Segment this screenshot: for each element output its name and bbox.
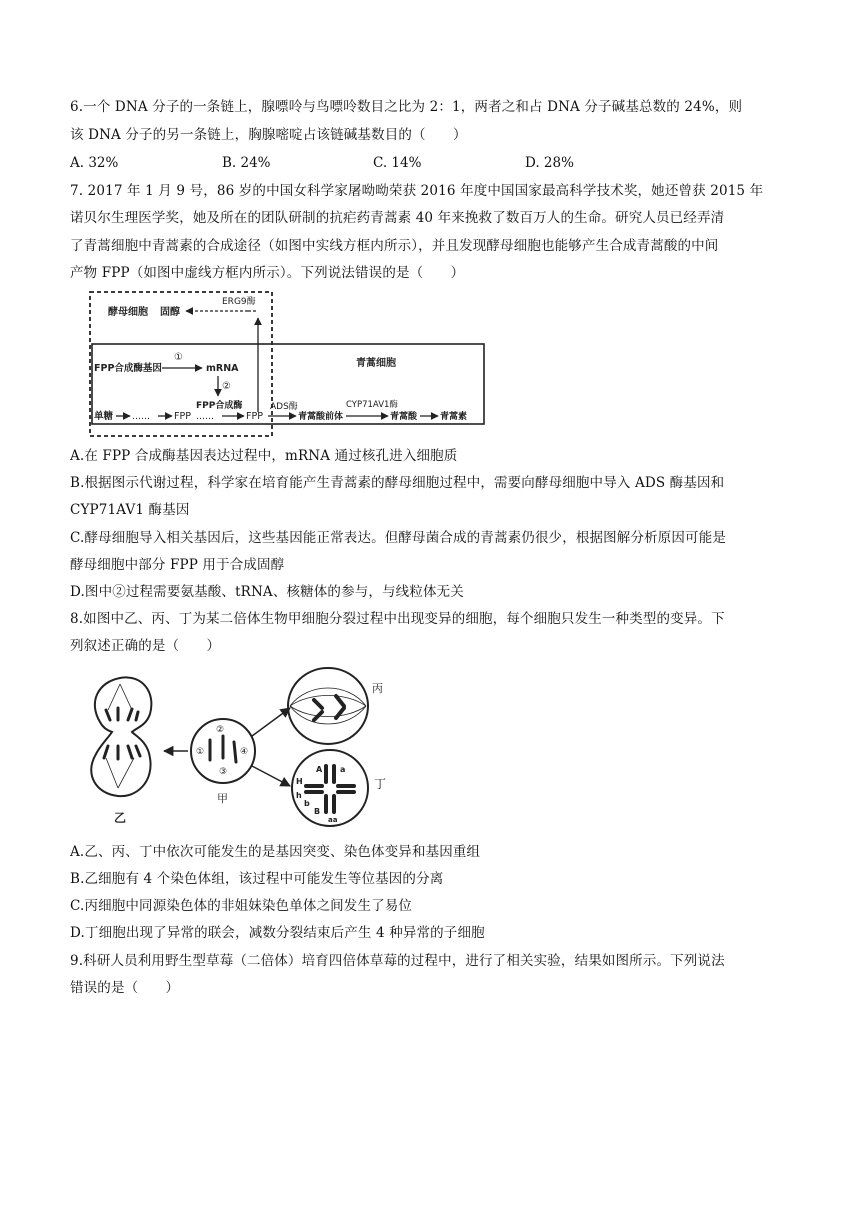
q8-option-a: A.乙、丙、丁中依次可能发生的是基因突变、染色体变异和基因重组 [70, 844, 481, 860]
label-dots-2: …… [196, 412, 214, 422]
label-artemisinin: 青蒿素 [440, 412, 468, 422]
q6-stem-line1: 6.一个 DNA 分子的一条链上，腺嘌呤与鸟嘌呤数目之比为 2：1，两者之和占 DNA 分子碱基总数的 24%，则 [70, 99, 743, 115]
label-fpp-2: FPP [246, 411, 263, 422]
label-sugar: 单糖 [94, 411, 114, 422]
label-cyp: CYP71AV1酶 [346, 400, 398, 410]
label-bing: 丙 [372, 682, 383, 695]
q7-option-d: D.图中②过程需要氨基酸、tRNA、核糖体的参与，与线粒体无关 [70, 584, 464, 600]
q8-option-d: D.丁细胞出现了异常的联会，减数分裂结束后产生 4 种异常的子细胞 [70, 925, 485, 941]
label-fpp-gene: FPP合成酶基因 [94, 363, 162, 374]
q6-stem-line2: 该 DNA 分子的另一条链上，胸腺嘧啶占该链碱基数目的（ ） [70, 127, 467, 143]
q7-option-b-line1: B.根据图示代谢过程，科学家在培育能产生青蒿素的酵母细胞过程中，需要向酵母细胞中导入 ADS 酶基因和 [70, 475, 725, 491]
label-acid: 青蒿酸 [390, 412, 418, 422]
label-ads: ADS酶 [270, 402, 298, 412]
q8-option-c: C.丙细胞中同源染色体的非姐妹染色单体之间发生了易位 [70, 898, 413, 914]
label-step1: ① [174, 352, 183, 363]
q6-option-d: D. 28% [525, 155, 574, 171]
label-ding: 丁 [374, 777, 387, 791]
label-jia: 甲 [217, 792, 228, 805]
q8-stem-line1: 8.如图中乙、丙、丁为某二倍体生物甲细胞分裂过程中出现变异的细胞，每个细胞只发生一种类型的变异。下 [70, 611, 725, 627]
label-n4: ④ [240, 747, 249, 757]
cell-yi [91, 677, 151, 796]
label-precursor: 青蒿酸前体 [298, 412, 344, 422]
label-fpp-enzyme: FPP合成酶 [196, 401, 243, 411]
label-mrna: mRNA [206, 363, 239, 374]
q6-option-b: B. 24% [222, 155, 271, 171]
label-erg9: ERG9酶 [222, 297, 256, 307]
q9-stem-line2: 错误的是（ ） [70, 980, 180, 996]
q7-stem-line4: 产物 FPP（如图中虚线方框内所示）。下列说法错误的是（ ） [70, 265, 465, 281]
q7-stem-line3: 了青蒿细胞中青蒿素的合成途径（如图中实线方框内所示），并且发现酵母细胞也能够产生合成青蒿酸的中间 [70, 238, 719, 254]
label-B: B [314, 807, 321, 816]
label-A: A [316, 765, 323, 774]
label-yeast-cell: 酵母细胞 [108, 307, 148, 318]
label-artemisia-cell: 青蒿细胞 [356, 358, 396, 369]
q7-stem-line1: 7. 2017 年 1 月 9 号，86 岁的中国女科学家屠呦呦荣获 2016 年度中国国家最高科学技术奖，她还曾获 2015 年 [70, 183, 764, 199]
label-h: h [296, 791, 302, 800]
label-yi: 乙 [114, 811, 127, 825]
cell-bing [288, 668, 368, 744]
q8-option-b: B.乙细胞有 4 个染色体组，该过程中可能发生等位基因的分离 [70, 871, 444, 887]
q7-option-b-line2: CYP71AV1 酶基因 [70, 502, 190, 518]
cell-ding [292, 750, 368, 826]
label-b: b [304, 799, 310, 808]
q7-pathway-diagram [88, 288, 488, 440]
q9-stem-line1: 9.科研人员利用野生型草莓（二倍体）培育四倍体草莓的过程中，进行了相关实验，结果如图所示。下列说法 [70, 953, 725, 969]
q8-stem-line2: 列叙述正确的是（ ） [70, 638, 221, 654]
label-fpp-1: FPP [174, 411, 191, 422]
q8-cell-division-diagram [78, 662, 408, 830]
q7-option-c-line1: C.酵母细胞导入相关基因后，这些基因能正常表达。但酵母菌合成的青蒿素仍很少，根据图解分析原因可能是 [70, 530, 726, 546]
artemisia-cell-solid-box [92, 344, 484, 424]
label-sterol: 固醇 [160, 307, 180, 318]
q6-option-a: A. 32% [70, 155, 119, 171]
label-a: a [340, 765, 346, 774]
q7-option-a: A.在 FPP 合成酶基因表达过程中，mRNA 通过核孔进入细胞质 [70, 448, 458, 464]
label-dots-1: …… [132, 412, 150, 422]
label-H: H [296, 777, 303, 786]
q6-option-c: C. 14% [373, 155, 422, 171]
q7-stem-line2: 诺贝尔生理医学奖，她及所在的团队研制的抗疟药青蒿素 40 年来挽救了数百万人的生命。研究人员已经弄清 [70, 210, 725, 226]
q7-option-c-line2: 酵母细胞中部分 FPP 用于合成固醇 [70, 557, 285, 573]
label-n1: ① [196, 747, 205, 757]
label-n3: ③ [219, 767, 228, 777]
label-step2: ② [222, 381, 231, 392]
label-n2: ② [216, 725, 225, 735]
label-aa: aa [328, 816, 338, 824]
